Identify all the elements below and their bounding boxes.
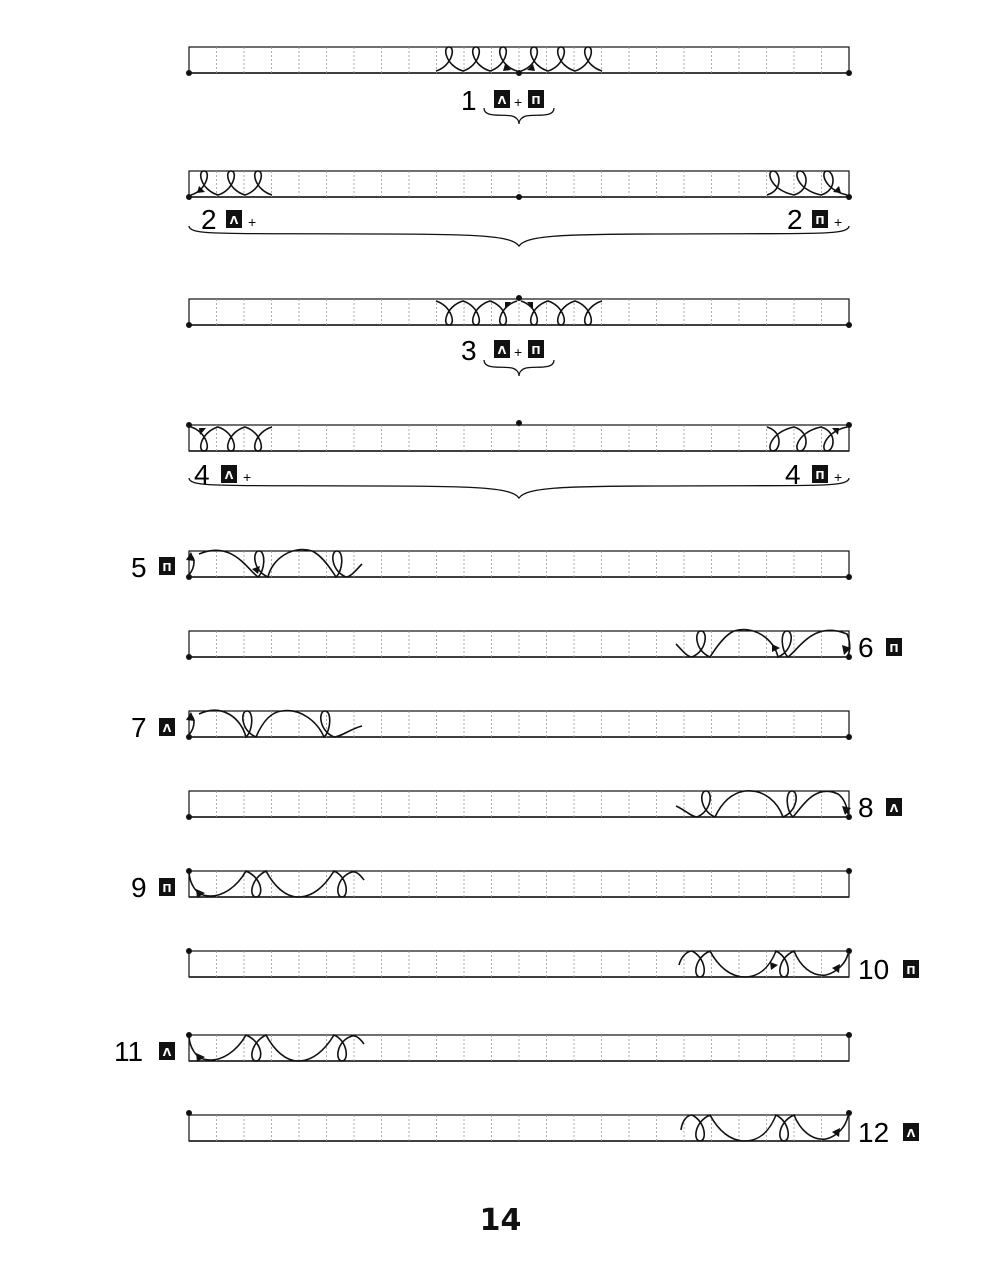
down-symbol: Π	[815, 214, 825, 227]
row-9-label	[131, 872, 175, 903]
down-symbol: Π	[162, 882, 172, 895]
row-10-label	[858, 954, 919, 985]
exercise-number: 2	[787, 204, 803, 235]
down-symbol: Π	[162, 561, 172, 574]
loop-pattern	[676, 630, 850, 657]
up-symbol: Λ	[162, 722, 172, 735]
down-symbol: Π	[906, 964, 916, 977]
direction-arrow	[770, 962, 778, 970]
plus-sign: +	[514, 94, 523, 110]
row-12	[186, 1110, 852, 1141]
loop-pattern	[679, 951, 848, 977]
brace	[189, 478, 849, 498]
exercise-number: 6	[858, 632, 874, 663]
exercise-number: 4	[785, 459, 801, 490]
start-dot	[516, 420, 522, 426]
exercise-number: 11	[114, 1036, 144, 1067]
loop-pattern	[681, 1115, 848, 1141]
start-dot	[186, 70, 192, 76]
plus-sign: +	[248, 214, 257, 230]
start-dot	[846, 1032, 852, 1038]
exercise-number: 8	[858, 792, 874, 823]
up-symbol: Λ	[162, 1046, 172, 1059]
loop-pattern	[203, 1035, 364, 1061]
row-8-guides	[217, 791, 822, 817]
direction-arrow	[186, 552, 195, 561]
start-dot	[186, 948, 192, 954]
exercise-number: 7	[131, 712, 147, 743]
row-6-label	[858, 632, 902, 663]
exercise-number: 10	[858, 954, 890, 985]
up-symbol: Λ	[497, 344, 507, 357]
row-2-label-right	[787, 204, 842, 235]
exercise-number: 4	[194, 459, 210, 490]
down-symbol: Π	[815, 469, 825, 482]
row-8-label	[858, 792, 902, 823]
row-11-guides	[217, 1035, 822, 1061]
up-symbol: Λ	[224, 469, 234, 482]
brace	[189, 226, 849, 246]
exercise-number: 5	[131, 552, 147, 583]
start-dot	[846, 70, 852, 76]
start-dot	[846, 814, 852, 820]
loop-pattern	[199, 550, 362, 577]
direction-arrow	[832, 428, 839, 435]
start-dot	[186, 322, 192, 328]
up-symbol: Λ	[889, 802, 899, 815]
plus-sign: +	[834, 214, 843, 230]
row-10	[186, 948, 852, 977]
row-5	[186, 550, 852, 580]
row-11-label	[114, 1036, 175, 1067]
row-9	[186, 868, 852, 898]
row-2	[186, 171, 852, 246]
row-9-guides	[217, 871, 822, 897]
row-6	[186, 630, 852, 660]
row-7-label	[131, 712, 175, 743]
exercise-number: 1	[461, 85, 477, 116]
direction-arrow	[842, 806, 851, 815]
exercise-number: 3	[461, 335, 477, 366]
row-6-guides	[217, 631, 822, 657]
row-1-label	[461, 85, 544, 116]
loop-pattern	[199, 710, 362, 737]
start-dot	[846, 574, 852, 580]
exercise-number: 9	[131, 872, 147, 903]
brace	[484, 108, 554, 124]
exercise-number: 12	[858, 1117, 890, 1148]
page-number: 14	[479, 1203, 522, 1238]
row-3-guides	[217, 299, 822, 325]
start-dot	[186, 814, 192, 820]
start-dot	[846, 654, 852, 660]
row-5-label	[131, 552, 175, 583]
up-symbol: Λ	[229, 214, 239, 227]
row-7	[186, 710, 852, 740]
row-3-label	[461, 335, 544, 366]
start-dot	[846, 734, 852, 740]
start-dot	[846, 948, 852, 954]
row-4	[186, 420, 852, 498]
start-dot	[846, 868, 852, 874]
exercise-number: 2	[201, 204, 217, 235]
down-symbol: Π	[889, 642, 899, 655]
row-3	[186, 295, 852, 376]
row-2-guides	[217, 171, 822, 197]
direction-arrow	[186, 712, 195, 721]
start-dot	[516, 194, 522, 200]
row-2-label-left	[201, 204, 256, 235]
loop-pattern	[203, 871, 364, 897]
plus-sign: +	[834, 469, 843, 485]
start-dot	[846, 322, 852, 328]
down-symbol: Π	[531, 344, 541, 357]
row-4-guides	[217, 425, 822, 451]
brace	[484, 360, 554, 376]
plus-sign: +	[243, 469, 252, 485]
row-1	[186, 47, 852, 124]
row-8	[186, 791, 852, 820]
row-12-label	[858, 1117, 919, 1148]
start-dot	[186, 1110, 192, 1116]
loop-pattern	[676, 791, 848, 817]
row-1-guides	[217, 47, 822, 73]
plus-sign: +	[514, 344, 523, 360]
up-symbol: Λ	[497, 94, 507, 107]
row-7-guides	[217, 711, 822, 737]
row-5-guides	[217, 551, 822, 577]
start-dot	[846, 1110, 852, 1116]
down-symbol: Π	[531, 94, 541, 107]
row-11	[186, 1032, 852, 1062]
start-dot	[186, 654, 192, 660]
up-symbol: Λ	[906, 1127, 916, 1140]
start-dot	[516, 295, 522, 301]
